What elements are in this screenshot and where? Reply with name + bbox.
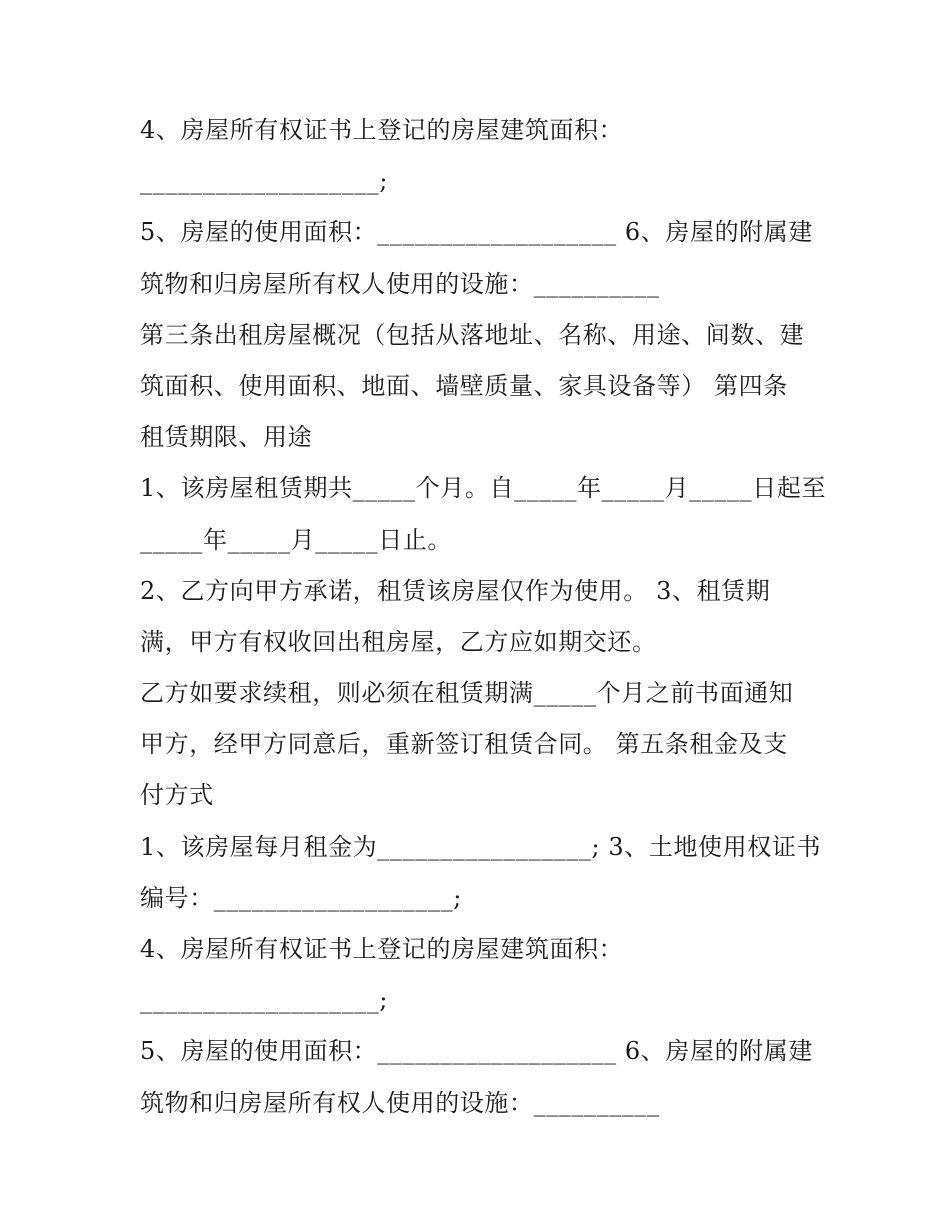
text-line: 4、房屋所有权证书上登记的房屋建筑面积： xyxy=(140,935,624,963)
text-line: 编号：___________________; xyxy=(140,883,462,912)
text-line: _____年_____月_____日止。 xyxy=(140,525,452,554)
text-line: 5、房屋的使用面积：___________________ 6、房屋的附属建 xyxy=(140,218,813,247)
text-line: 满，甲方有权收回出租房屋，乙方应如期交还。 xyxy=(140,627,657,656)
text-line: 1、该房屋租赁期共_____个月。自_____年_____月_____日起至 xyxy=(140,474,827,503)
text-line: 乙方如要求续租，则必须在租赁期满_____个月之前书面通知 xyxy=(140,679,794,708)
text-line: 2、乙方向甲方承诺，租赁该房屋仅作为使用。 3、租赁期 xyxy=(140,576,771,605)
text-line: 筑物和归房屋所有权人使用的设施：__________ xyxy=(140,269,660,298)
text-line: 租赁期限、用途 xyxy=(140,423,313,452)
text-line: 1、该房屋每月租金为_________________; 3、土地使用权证书 xyxy=(140,832,822,861)
text-line: 甲方，经甲方同意后，重新签订租赁合同。 第五条租金及支 xyxy=(140,730,788,759)
text-line: 5、房屋的使用面积：___________________ 6、房屋的附属建 xyxy=(140,1037,813,1066)
text-line: ___________________; xyxy=(140,986,389,1015)
document-body xyxy=(140,105,827,1129)
text-line: ___________________; xyxy=(140,167,389,196)
text-line: 筑物和归房屋所有权人使用的设施：__________ xyxy=(140,1088,660,1117)
text-line: 第三条出租房屋概况（包括从落地址、名称、用途、间数、建 xyxy=(140,320,805,349)
text-line: 筑面积、使用面积、地面、墙壁质量、家具设备等） 第四条 xyxy=(140,371,788,400)
text-line: 4、房屋所有权证书上登记的房屋建筑面积： xyxy=(140,116,624,144)
text-line: 付方式 xyxy=(140,781,214,810)
